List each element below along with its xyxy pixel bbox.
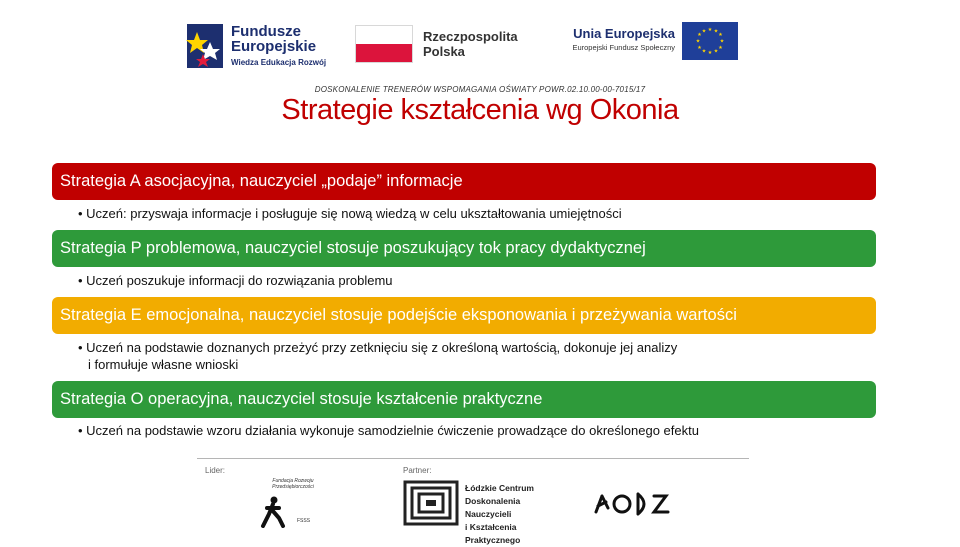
svg-text:★: ★ [719,38,725,45]
svg-text:★: ★ [697,32,702,38]
partner-line3: i Kształcenia Praktycznego [465,522,521,545]
ldzcdn-logo [403,478,563,545]
svg-text:★: ★ [707,50,713,56]
strategy-p-bullet: • Uczeń poszukuje informacji do rozwiązania problemu [78,273,393,288]
fundusze-star-icon [183,18,227,72]
fundusze-line3: Wiedza Edukacja Rozwój [231,58,327,67]
strategy-o-banner: Strategia O operacyjna, nauczyciel stosuje kształcenie praktyczne [52,381,876,418]
page-title: Strategie kształcenia wg Okonia [281,94,679,126]
rzeczpospolita-line1: Rzeczpospolita [423,29,518,44]
unia-line1: Unia Europejska [573,26,675,41]
project-subtitle: DOSKONALENIE TRENERÓW WSPOMAGANIA OŚWIATY POWR.02.10.00-00-7015/17 [314,85,646,94]
logo-banner [175,14,745,76]
polish-flag-icon [355,25,413,63]
svg-text:★: ★ [713,48,719,55]
svg-text:★: ★ [718,45,723,51]
fundusze-europejskie-logo [183,18,341,72]
strategy-e-bullet [78,339,878,373]
footer-divider [197,458,749,459]
unia-line2: Europejski Fundusz Społeczny [572,43,675,52]
partner-line1: Łódzkie Centrum [465,483,534,493]
svg-text:★: ★ [695,38,701,45]
lider-sub: FSSS [297,518,311,524]
walking-person-icon [259,496,289,528]
strategy-a-bullet: • Uczeń: przyswaja informacje i posługuje się nową wiedzą w celu ukształtowania umiejętności [78,206,622,221]
lider-org-name: Fundacja Rozwoju Przedsiębiorczości [272,478,314,490]
lodz-city-logo [592,488,672,518]
svg-text:★: ★ [701,48,707,55]
strategy-o-bullet: • Uczeń na podstawie wzoru działania wykonuje samodzielnie ćwiczenie prowadzące do określonego efektu [78,423,699,438]
lider-logo [255,478,325,530]
ldzcdn-square-icon [403,480,459,526]
rzeczpospolita-logo [355,25,555,65]
strategy-a-banner: Strategia A asocjacyjna, nauczyciel „podaje” informacje [52,163,876,200]
svg-text:★: ★ [707,27,713,33]
partner-label: Partner: [403,466,432,475]
strategy-p-banner: Strategia P problemowa, nauczyciel stosuje poszukujący tok pracy dydaktycznej [52,230,876,267]
fundusze-line1: Fundusze [231,23,301,40]
unia-europejska-logo [550,22,745,70]
svg-text:★: ★ [701,28,707,35]
fundusze-line2: Europejskie [231,38,317,55]
svg-text:★: ★ [718,32,723,38]
svg-text:★: ★ [697,45,702,51]
partner-line2: Doskonalenia Nauczycieli [465,496,521,519]
strategy-e-bullet-line2: i formułuje własne wnioski [88,357,239,372]
strategy-e-banner: Strategia E emocjonalna, nauczyciel stosuje podejście eksponowania i przeżywania wartości [52,297,876,334]
strategy-e-bullet-line1: • Uczeń na podstawie doznanych przeżyć przy zetknięciu się z określoną wartością, dokonuje jej analizy [78,340,678,355]
lider-label: Lider: [205,466,226,475]
eu-flag-icon [682,22,738,60]
rzeczpospolita-line2: Polska [423,44,465,59]
svg-text:★: ★ [713,28,719,35]
